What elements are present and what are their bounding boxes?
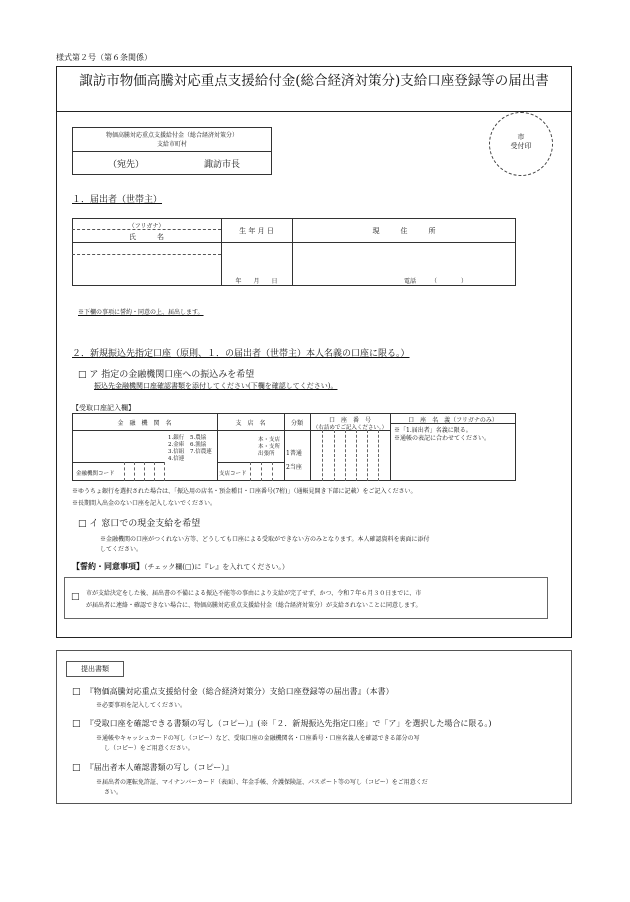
pledge-heading-note: （チェック欄(□)に『レ』を入れてください。） <box>144 563 289 571</box>
option-a-label: ア 指定の金融機関口座への振込みを希望 <box>89 370 255 380</box>
item1-title: 『物価高騰対応重点支援給付金（総合経済対策分）支給口座登録等の届出書』（本書） <box>85 687 394 696</box>
address-line2: 支給市町村 <box>156 141 187 148</box>
branch-type-list: 本・支店 本・支所 出張所 <box>258 437 281 457</box>
account-type-header: 分類 <box>290 420 303 427</box>
dob-label: 生 年 月 日 <box>239 227 274 235</box>
option-i-note-1: ※金融機関の口座がつくれない方等、どうしても口座による受取ができない方のみとなります。本人確認資料を裏面に添付 <box>100 536 430 543</box>
item3-note-2: さい。 <box>104 789 123 796</box>
bank-name-header: 金 融 機 関 名 <box>117 420 172 427</box>
pledge-box <box>64 577 548 619</box>
holder-notes: ※「1.届出者」名義に限る。 ※通帳の表記に合わせてください。 <box>394 427 491 442</box>
account-number-header: 口 座 番 号 <box>328 417 371 424</box>
pledge-heading-row <box>72 561 289 572</box>
bank-type-list-2: 5.農協 6.漁協 7.信農連 <box>190 435 212 455</box>
account-section-label: 【受取口座記入欄】 <box>72 404 135 412</box>
address-label: 現 住 所 <box>372 227 436 235</box>
option-i-note-2: してください。 <box>100 546 143 553</box>
acct-type-current: 2当座 <box>286 464 302 471</box>
item2-note-1: ※通帳やキャッシュカードの写し（コピー）など、受取口座の金融機関名・口座番号・口座名義人を確認できる部分の写 <box>96 735 420 742</box>
option-a-row <box>78 367 254 380</box>
option-a-note: 振込先金融機関口座確認書類を添付してください(下欄を確認してください)。 <box>94 382 338 390</box>
name-label: 氏 名 <box>129 233 164 241</box>
stamp-line1: 市 <box>517 133 525 141</box>
pledge-checkbox[interactable]: □ <box>71 592 80 602</box>
bank-type-list-1: 1.銀行 2.金庫 3.信組 4.信連 <box>168 435 185 462</box>
account-holder-header: 口 座 名 義（フリガナのみ） <box>408 417 498 424</box>
item2-note-2: し（コピー）をご用意ください。 <box>104 745 194 752</box>
item2-title: 『受取口座を確認できる書類の写し（コピー）』(※「２．新規振込先指定口座」で「ア」を選択した場合に限る。) <box>85 719 492 728</box>
item1-note: ※必要事項を記入してください。 <box>96 702 187 709</box>
option-i-row <box>78 516 200 529</box>
item1-checkbox[interactable]: □ <box>72 687 81 697</box>
furigana-label: （フリガナ） <box>128 223 165 230</box>
address-line1: 物価高騰対応重点支援給付金（総合経済対策分） <box>105 132 238 139</box>
option-a-checkbox[interactable]: □ <box>78 370 87 380</box>
option-i-checkbox[interactable]: □ <box>78 519 87 529</box>
section1-heading: １．届出者（世帯主） <box>72 195 163 205</box>
submission-item-3 <box>72 762 233 773</box>
branch-name-header: 支 店 名 <box>235 420 266 427</box>
submission-item-1 <box>72 686 394 697</box>
pledge-heading: 【誓約・同意事項】 <box>72 561 144 571</box>
item3-title: 『届出者本人確認書類の写し（コピー）』 <box>85 763 234 772</box>
dob-units: 年 月 日 <box>235 278 278 285</box>
bank-code-label: 金融機関コード <box>76 471 115 477</box>
section2-heading: ２．新規振込先指定口座（原則、１．の届出者（世帯主）本人名義の口座に限る。） <box>72 349 410 359</box>
option-i-label: イ 窓口での現金支給を希望 <box>89 519 201 529</box>
pledge-line-1: 市が支給決定をした後、届出書の不備による振込不能等の事由により支給が完了せず、かつ、令和７年６月３０日までに、市 <box>86 590 422 597</box>
phone-label: 電話 （ ） <box>404 278 468 285</box>
page-title: 諏訪市物価高騰対応重点支援給付金(総合経済対策分)支給口座登録等の届出書 <box>79 73 549 89</box>
stamp-line2: 受付印 <box>510 142 532 150</box>
item3-checkbox[interactable]: □ <box>72 763 81 773</box>
form-number: 様式第２号（第６条関係） <box>56 53 152 62</box>
acct-type-normal: 1普通 <box>286 450 302 457</box>
account-note-1: ※ゆうちょ銀行を選択された場合は、「振込用の店名・預金種目・口座番号(7桁)」（通帳見開き下部に記載）をご記入ください。 <box>72 488 417 495</box>
account-number-note: （右詰めでご記入ください。） <box>312 425 388 431</box>
submission-heading: 提出書類 <box>81 665 109 673</box>
submission-item-2 <box>72 718 492 729</box>
item2-checkbox[interactable]: □ <box>72 719 81 729</box>
account-note-2: ※長期間入出金のない口座を記入しないでください。 <box>72 500 217 507</box>
branch-code-label: 支店コード <box>219 471 247 477</box>
pledge-notice: ※下欄の事項に誓約・同意の上、届出します。 <box>78 309 204 316</box>
addressee-to: （宛先） <box>108 160 145 170</box>
pledge-line-2: が届出者に連絡・確認できない場合に、物価高騰対応重点支援給付金（総合経済対策分）が支給されないことに同意します。 <box>86 602 422 609</box>
mayor-label: 諏訪市長 <box>204 160 241 170</box>
item3-note-1: ※届出者の運転免許証、マイナンバーカード（表面）、年金手帳、介護保険証、パスポート等の写し（コピー）をご用意くだ <box>96 779 428 786</box>
